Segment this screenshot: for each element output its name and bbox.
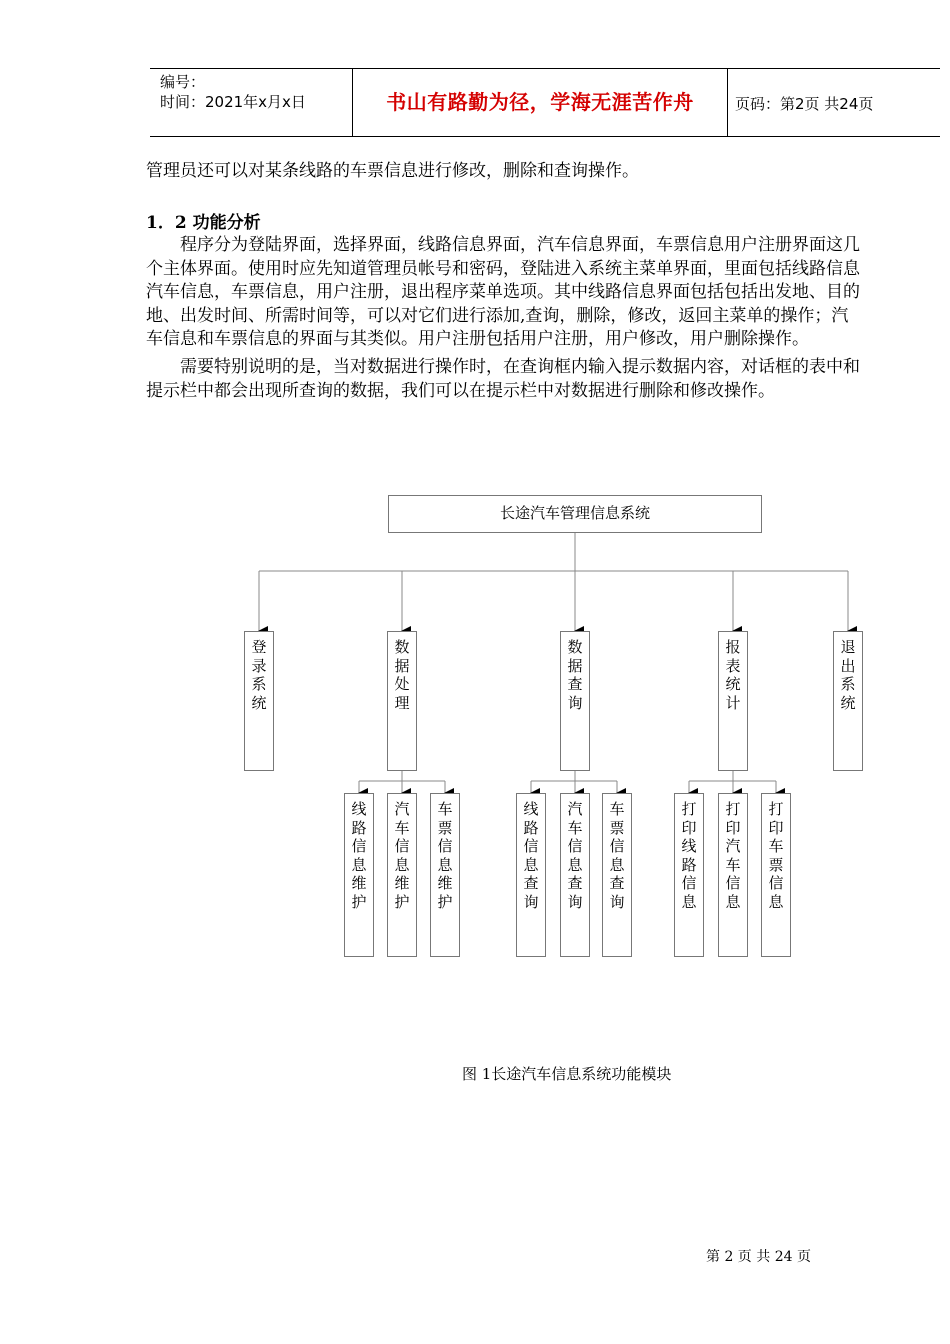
- diagram-node-char: 维: [394, 874, 410, 892]
- diagram-root-node: 长途汽车管理信息系统: [388, 495, 762, 533]
- diagram-node-char: 护: [394, 892, 410, 911]
- diagram-node-char: 查: [567, 675, 583, 693]
- paragraph-2-line: 提示栏中都会出现所查询的数据，我们可以在提示栏中对数据进行删除和修改操作。: [146, 380, 775, 401]
- diagram-node-char: 车: [437, 800, 453, 818]
- diagram-node-char: 信: [351, 837, 367, 855]
- diagram-node-char: 退: [840, 638, 856, 656]
- diagram-node-char: 打: [768, 800, 784, 818]
- diagram-node-char: 信: [394, 837, 410, 855]
- diagram-node-char: 打: [681, 800, 697, 818]
- diagram-node-char: 息: [681, 892, 697, 911]
- paragraph-1-line: 程序分为登陆界面，选择界面，线路信息界面，汽车信息界面，车票信息用户注册界面这几: [146, 235, 860, 255]
- diagram-node-char: 数: [567, 638, 583, 656]
- header-time: 时间：2021年x月x日: [160, 93, 306, 111]
- diagram-node-char: 票: [609, 818, 625, 837]
- diagram-node-char: 汽: [394, 800, 410, 818]
- diagram-node-char: 护: [351, 892, 367, 911]
- diagram-node-char: 线: [351, 800, 367, 818]
- diagram-node-char: 车: [609, 800, 625, 818]
- diagram-node-char: 车: [725, 855, 741, 874]
- diagram-node-char: 息: [609, 855, 625, 874]
- diagram-node-char: 登: [251, 638, 267, 656]
- section-title: 1．2 功能分析: [146, 213, 261, 233]
- diagram-node-char: 理: [394, 693, 410, 712]
- diagram-node-login: [244, 631, 274, 771]
- diagram-node-char: 路: [681, 855, 697, 874]
- diagram-node-char: 路: [523, 818, 539, 837]
- diagram-node-print-ticket: [761, 793, 791, 957]
- diagram-node-char: 询: [523, 892, 539, 911]
- header-page-number: 页码：第2页 共24页: [735, 95, 874, 113]
- diagram-node-char: 印: [768, 818, 784, 837]
- diagram-node-char: 处: [394, 675, 410, 693]
- diagram-node-char: 车: [768, 837, 784, 855]
- diagram-node-char: 统: [840, 693, 856, 712]
- diagram-node-data-processing: [387, 631, 417, 771]
- diagram-node-char: 系: [251, 675, 267, 693]
- diagram-node-exit: [833, 631, 863, 771]
- diagram-node-char: 统: [725, 675, 741, 693]
- diagram-node-char: 查: [567, 874, 583, 892]
- diagram-node-char: 息: [768, 892, 784, 911]
- paragraph-1-line: 车信息和车票信息的界面与其类似。用户注册包括用户注册，用户修改，用户删除操作。: [146, 329, 809, 350]
- diagram-node-route-maintenance: [344, 793, 374, 957]
- diagram-node-char: 询: [567, 892, 583, 911]
- intro-line: 管理员还可以对某条线路的车票信息进行修改，删除和查询操作。: [146, 161, 639, 181]
- diagram-node-char: 维: [351, 874, 367, 892]
- diagram-node-char: 息: [523, 855, 539, 874]
- diagram-node-char: 车: [394, 818, 410, 837]
- diagram-node-char: 票: [437, 818, 453, 837]
- diagram-node-char: 信: [567, 837, 583, 855]
- diagram-node-char: 息: [394, 855, 410, 874]
- diagram-node-char: 票: [768, 855, 784, 874]
- diagram-node-report-stats: [718, 631, 748, 771]
- paragraph-1-line: 汽车信息，车票信息，用户注册，退出程序菜单选项。其中线路信息界面包括包括出发地、目的: [146, 282, 860, 303]
- diagram-node-char: 打: [725, 800, 741, 818]
- diagram-node-print-bus: [718, 793, 748, 957]
- diagram-node-char: 线: [681, 837, 697, 855]
- diagram-node-char: 汽: [567, 800, 583, 818]
- diagram-node-char: 信: [768, 874, 784, 892]
- diagram-node-char: 信: [523, 837, 539, 855]
- diagram-node-char: 汽: [725, 837, 741, 855]
- diagram-node-char: 录: [251, 656, 267, 675]
- header-number: 编号：: [160, 73, 206, 91]
- diagram-node-bus-query: [560, 793, 590, 957]
- diagram-node-char: 车: [567, 818, 583, 837]
- diagram-node-char: 息: [437, 855, 453, 874]
- header-motto: 书山有路勤为径，学海无涯苦作舟: [386, 90, 694, 114]
- diagram-node-char: 表: [725, 656, 741, 675]
- diagram-node-char: 息: [725, 892, 741, 911]
- diagram-node-route-query: [516, 793, 546, 957]
- paragraph-1-line: 地、出发时间、所需时间等，可以对它们进行添加,查询，删除，修改，返回主菜单的操作；汽: [146, 305, 849, 326]
- diagram-node-char: 查: [523, 874, 539, 892]
- diagram-node-char: 查: [609, 874, 625, 892]
- diagram-node-char: 息: [351, 855, 367, 874]
- diagram-node-char: 信: [609, 837, 625, 855]
- diagram-node-char: 计: [725, 693, 741, 712]
- diagram-node-char: 印: [725, 818, 741, 837]
- diagram-node-char: 数: [394, 638, 410, 656]
- diagram-node-char: 线: [523, 800, 539, 818]
- diagram-node-bus-maintenance: [387, 793, 417, 957]
- diagram-node-char: 维: [437, 874, 453, 892]
- diagram-node-char: 询: [609, 892, 625, 911]
- diagram-node-char: 统: [251, 693, 267, 712]
- diagram-node-char: 系: [840, 675, 856, 693]
- diagram-node-char: 询: [567, 693, 583, 712]
- diagram-node-data-query: [560, 631, 590, 771]
- paragraph-2-line: 需要特别说明的是，当对数据进行操作时，在查询框内输入提示数据内容，对话框的表中和: [146, 357, 860, 377]
- diagram-node-char: 护: [437, 892, 453, 911]
- diagram-node-ticket-maintenance: [430, 793, 460, 957]
- footer-page-number: 第 2 页 共 24 页: [706, 1249, 811, 1265]
- diagram-node-char: 出: [840, 656, 856, 675]
- diagram-node-char: 印: [681, 818, 697, 837]
- diagram-node-char: 信: [681, 874, 697, 892]
- paragraph-1-line: 个主体界面。使用时应先知道管理员帐号和密码，登陆进入系统主菜单界面，里面包括线路信息: [146, 258, 860, 279]
- figure-caption: 图 1长途汽车信息系统功能模块: [462, 1065, 672, 1083]
- diagram-node-char: 息: [567, 855, 583, 874]
- diagram-node-char: 信: [725, 874, 741, 892]
- diagram-node-print-route: [674, 793, 704, 957]
- diagram-node-char: 据: [394, 656, 410, 675]
- diagram-node-char: 报: [725, 638, 741, 656]
- diagram-node-char: 路: [351, 818, 367, 837]
- diagram-node-char: 据: [567, 656, 583, 675]
- diagram-node-char: 信: [437, 837, 453, 855]
- diagram-node-ticket-query: [602, 793, 632, 957]
